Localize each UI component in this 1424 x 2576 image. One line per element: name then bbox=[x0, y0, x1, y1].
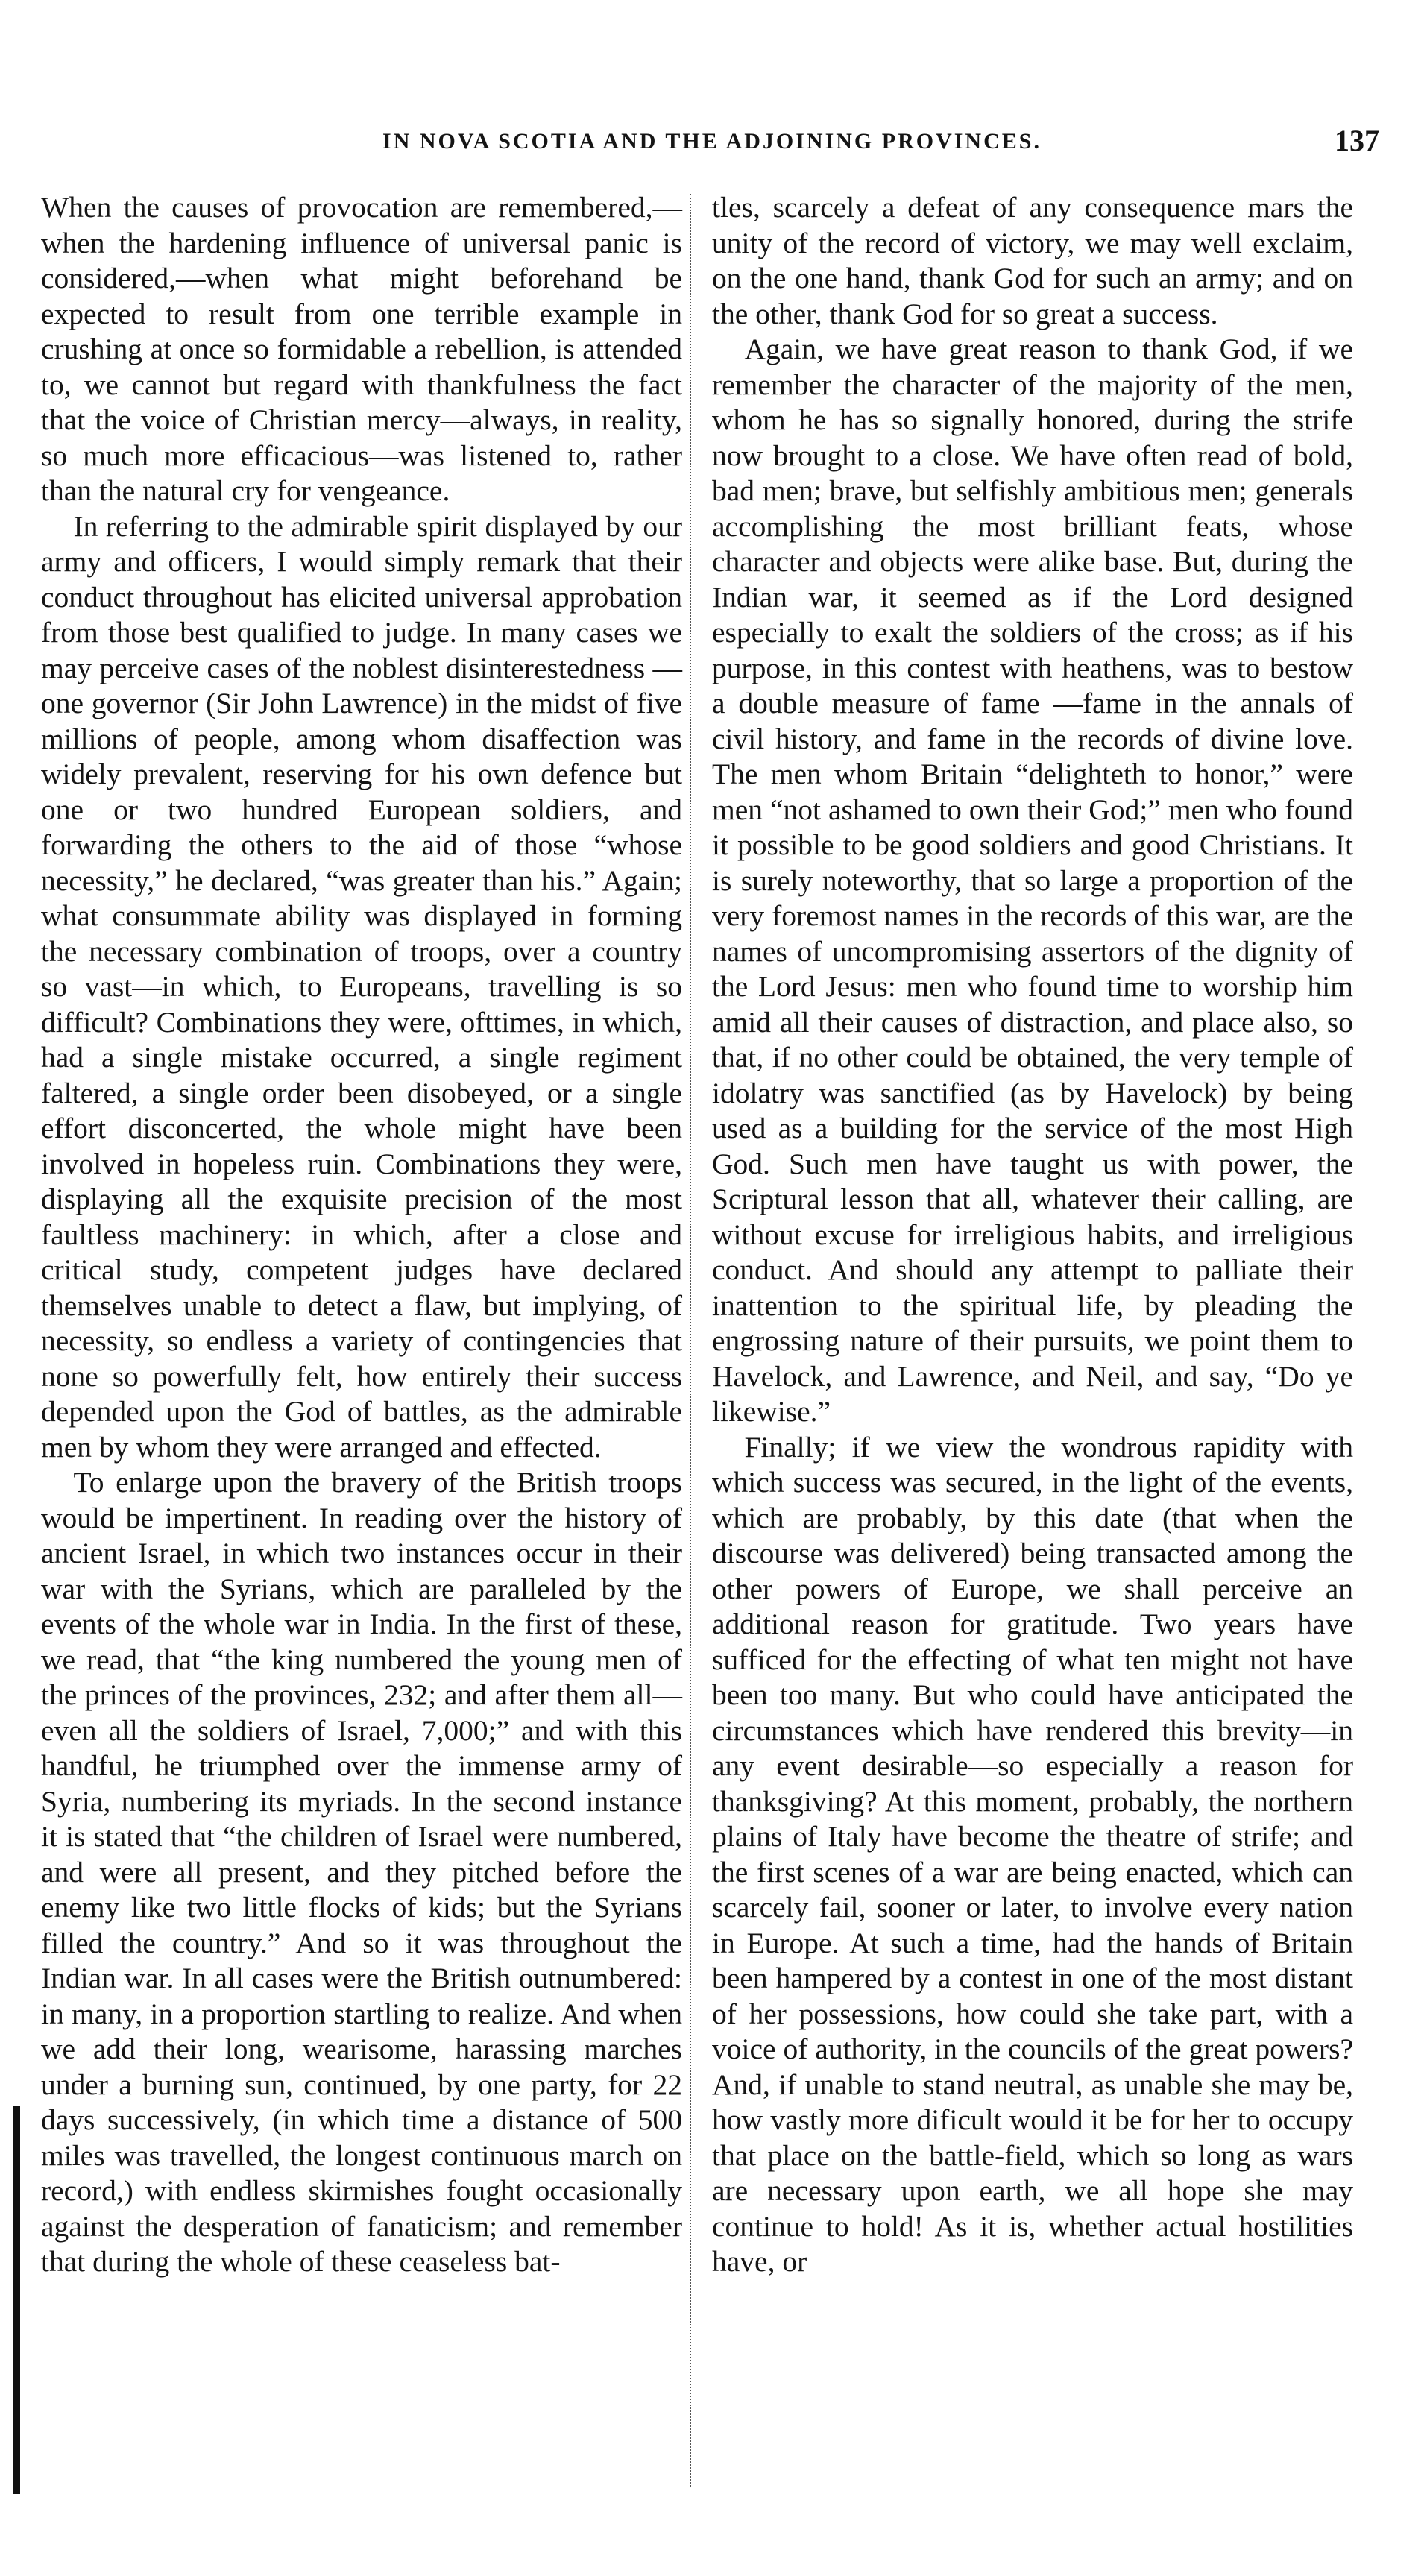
paragraph: Again, we have great reason to thank God, if we remember the character of the majority of the men, whom he has so signally honored, during the strife now brought to a close. We have often read of bold, bad men; brave, but selfishly ambitious men; generals accomplishing the most brilliant feats, whose character and objects were alike base. But, during the Indian war, it seemed as if the Lord designed especially to exalt the soldiers of the cross; as if his purpose, in this contest with heathens, was to bestow a double measure of fame —fame in the annals of civil history, and fame in the records of divine love. The men whom Britain “delighteth to honor,” were men “not ashamed to own their God;” men who found it possible to be good soldiers and good Christians. It is surely noteworthy, that so large a proportion of the very foremost names in the records of this war, are the names of uncompromising assertors of the dignity of the Lord Jesus: men who found time to worship him amid all their causes of distraction, and place also, so that, if no other could be obtained, the very temple of idolatry was sanctified (as by Havelock) by being used as a building for the service of the most High God. Such men have taught us with power, the Scriptural lesson that all, whatever their calling, are without excuse for irreligious habits, and irreligious conduct. And should any attempt to palliate their inattention to the spiritual life, by pleading the engrossing nature of their pursuits, we point them to Havelock, and Lawrence, and Neil, and say, “Do ye likewise.” bbox=[712, 333, 1353, 1428]
paragraph: To enlarge upon the bravery of the British troops would be impertinent. In reading over the history of ancient Israel, in which two instances occur in their war with the Syrians, which are paralleled by the events of the whole war in India. In the first of these, we read, that “the king numbered the young men of the princes of the provinces, 232; and after them all—even all the soldiers of Israel, 7,000;” and with this handful, he triumphed over the immense army of Syria, numbering its myriads. In the second instance it is stated that “the children of Israel were numbered, and were all present, and they pitched before the enemy like two little flocks of kids; but the Syrians filled the country.” And so it was throughout the Indian war. In all cases were the British outnumbered: in many, in a proportion startling to realize. And when we add their long, wearisome, harassing marches under a burning sun, continued, by one party, for 22 days successively, (in which time a distance of 500 miles was travelled, the longest continuous march on record,) with endless skirmishes fought occasionally against the desperation of fanaticism; and remember that during the whole of these ceaseless bat- bbox=[41, 1466, 682, 2278]
page-header bbox=[0, 123, 1424, 168]
paragraph: Finally; if we view the wondrous rapidity with which success was secured, in the light of the events, which are probably, by this date (that when the discourse was delivered) being transacted among the other powers of Europe, we shall perceive an additional reason for gratitude. Two years have sufficed for the effecting of what ten might not have been too many. But who could have anticipated the circumstances which have rendered this brevity—in any event desirable—so especially a reason for thanksgiving? At this moment, probably, the northern plains of Italy have become the theatre of strife; and the first scenes of a war are being enacted, which can scarcely fail, sooner or later, to involve every nation in Europe. At such a time, had the hands of Britain been hampered by a contest in one of the most distant of her possessions, how could she take part, with a voice of authority, in the councils of the great powers? And, if unable to stand neutral, as unable she may be, how vastly more dificult would it be for her to occupy that place on the battle-field, which so long as wars are necessary upon earth, we all hope she may continue to hold! As it is, whether actual hostilities have, or bbox=[712, 1430, 1353, 2278]
page-number: 137 bbox=[1335, 124, 1379, 157]
paragraph: tles, scarcely a defeat of any consequence mars the unity of the record of victory, we may well exclaim, on the one hand, thank God for such an army; and on the other, thank God for so great a success. bbox=[712, 191, 1353, 330]
column-divider bbox=[690, 194, 693, 2487]
right-column bbox=[712, 190, 1353, 2280]
left-column bbox=[41, 190, 682, 2280]
running-head: IN NOVA SCOTIA AND THE ADJOINING PROVINCES. bbox=[382, 129, 1042, 154]
margin-mark bbox=[13, 2106, 20, 2494]
paragraph: When the causes of provocation are remembered,—when the hardening influence of universal panic is considered,—when what might beforehand be expected to result from one terrible example in crushing at once so formidable a rebellion, is attended to, we cannot but regard with thankfulness the fact that the voice of Christian mercy—always, in reality, so much more efficacious—was listened to, rather than the natural cry for vengeance. bbox=[41, 191, 682, 507]
paragraph: In referring to the admirable spirit displayed by our army and officers, I would simply remark that their conduct throughout has elicited universal approbation from those best qualified to judge. In many cases we may perceive cases of the noblest disinterestedness —one governor (Sir John Lawrence) in the midst of five millions of people, among whom disaffection was widely prevalent, reserving for his own defence but one or two hundred European soldiers, and forwarding the others to the aid of those “whose necessity,” he declared, “was greater than his.” Again; what consummate ability was displayed in forming the necessary combination of troops, over a country so vast—in which, to Europeans, travelling is so difficult? Combinations they were, ofttimes, in which, had a single mistake occurred, a single regiment faltered, a single order been disobeyed, or a single effort disconcerted, the whole might have been involved in hopeless ruin. Combinations they were, displaying all the exquisite precision of the most faultless machinery: in which, after a close and critical study, competent judges have declared themselves unable to detect a flaw, but implying, of necessity, so endless a variety of contingencies that none so powerfully felt, how entirely their success depended upon the God of battles, as the admirable men by whom they were arranged and effected. bbox=[41, 509, 682, 1464]
